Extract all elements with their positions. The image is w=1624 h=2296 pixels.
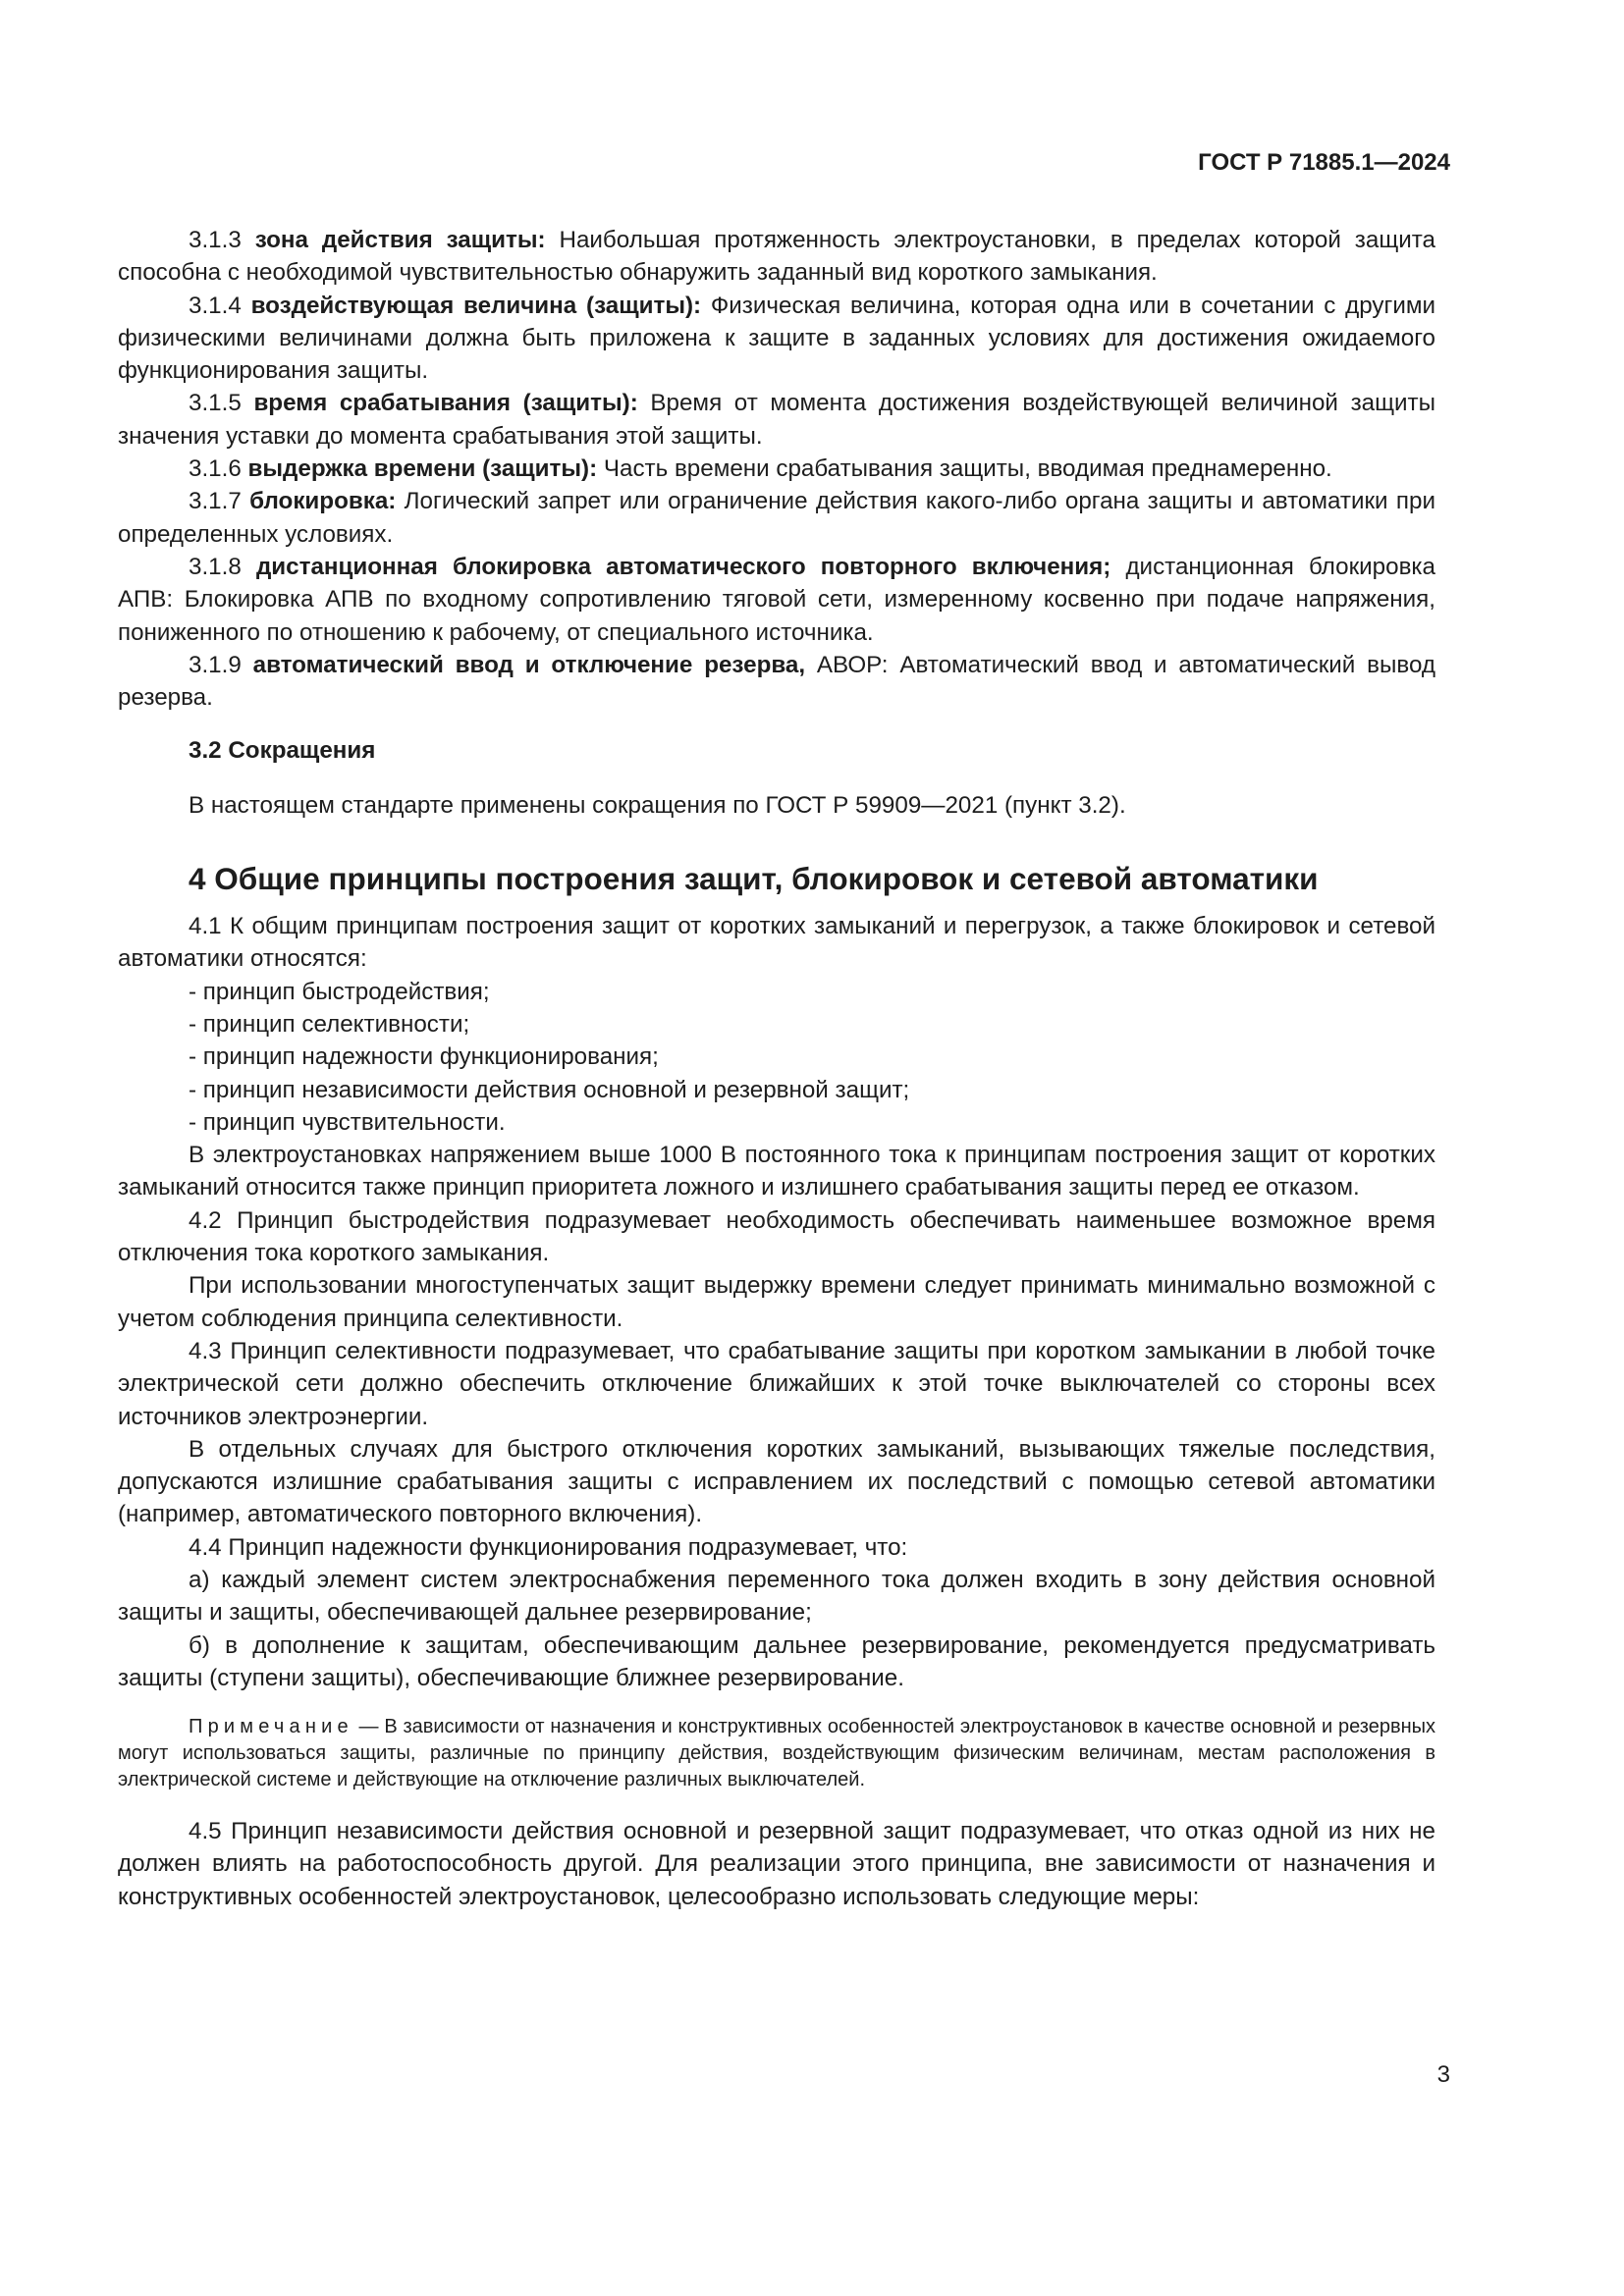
- list-item: - принцип независимости действия основной и резервной защит;: [189, 1076, 910, 1103]
- section-4-heading: 4 Общие принципы построения защит, блокировок и сетевой автоматики: [189, 861, 1319, 897]
- term-3-1-4: 3.1.4 воздействующая величина (защиты): Физическая величина, которая одна или в сочетании с другими физическими величинами должна быть приложена к защите в заданных условиях для достижения ожидаемого функционирования защиты.: [118, 292, 1435, 385]
- section-3-2-heading: 3.2 Сокращения: [189, 737, 376, 765]
- paragraph-4-4: 4.4 Принцип надежности функционирования подразумевает, что:: [189, 1533, 908, 1561]
- term-3-1-7: 3.1.7 блокировка: Логический запрет или ограничение действия какого-либо органа защиты и автоматики при определенных условиях.: [118, 488, 1435, 548]
- paragraph-4-1-dc: В электроустановках напряжением выше 1000 В постоянного тока к принципам построения защит от коротких замыканий относится также принцип приоритета ложного и излишнего срабатывания защиты перед ее отказом.: [118, 1142, 1435, 1201]
- list-item: - принцип селективности;: [189, 1010, 470, 1038]
- term-3-1-5: 3.1.5 время срабатывания (защиты): Время от момента достижения воздействующей величиной защиты значения уставки до момента срабатывания этой защиты.: [118, 390, 1435, 450]
- term-3-1-6: 3.1.6 выдержка времени (защиты): Часть времени срабатывания защиты, вводимая преднамеренно.: [189, 455, 1332, 483]
- section-3-2-text: В настоящем стандарте применены сокращения по ГОСТ Р 59909—2021 (пункт 3.2).: [189, 791, 1126, 819]
- note-text: — В зависимости от назначения и конструктивных особенностей электроустановок в качестве основной и резервных могут использоваться защиты, различные по принципу действия, воздействующим физическим величинам, местам расположения в электрической системе и действующие на отключение различных выключателей.: [118, 1716, 1435, 1791]
- list-item: - принцип чувствительности.: [189, 1108, 506, 1136]
- paragraph-4-4-b: б) в дополнение к защитам, обеспечивающим дальнее резервирование, рекомендуется предусматривать защиты (ступени защиты), обеспечивающие ближнее резервирование.: [118, 1631, 1435, 1691]
- term-3-1-9: 3.1.9 автоматический ввод и отключение резерва, АВОР: Автоматический ввод и автоматический вывод резерва.: [118, 651, 1435, 712]
- term-3-1-3: 3.1.3 зона действия защиты: Наибольшая протяженность электроустановки, в пределах которой защита способна с необходимой чувствительностью обнаружить заданный вид короткого замыкания.: [118, 227, 1435, 287]
- document-body: [118, 224, 1435, 1913]
- paragraph-4-3: 4.3 Принцип селективности подразумевает, что срабатывание защиты при коротком замыкании в любой точке электрической сети должно обеспечить отключение ближайших к этой точке выключателей со стороны всех источников электроэнергии.: [118, 1337, 1435, 1430]
- paragraph-4-1: 4.1 К общим принципам построения защит от коротких замыканий и перегрузок, а также блокировок и сетевой автоматики относятся:: [118, 913, 1435, 973]
- list-item: - принцип надежности функционирования;: [189, 1043, 659, 1071]
- paragraph-4-3-exceptions: В отдельных случаях для быстрого отключения коротких замыканий, вызывающих тяжелые последствия, допускаются излишние срабатывания защиты с исправлением их последствий с помощью сетевой автоматики (например, автоматического повторного включения).: [118, 1435, 1435, 1528]
- paragraph-4-5: 4.5 Принцип независимости действия основной и резервной защит подразумевает, что отказ одной из них не должен влиять на работоспособность другой. Для реализации этого принципа, вне зависимости от назначения и конструктивных особенностей электроустановок, целесообразно использовать следующие меры:: [118, 1818, 1435, 1910]
- paragraph-4-2: 4.2 Принцип быстродействия подразумевает необходимость обеспечивать наименьшее возможное время отключения тока короткого замыкания.: [118, 1206, 1435, 1267]
- document-id-header: ГОСТ Р 71885.1—2024: [1198, 149, 1450, 176]
- note-label: Примечание: [189, 1716, 353, 1738]
- term-3-1-8: 3.1.8 дистанционная блокировка автоматического повторного включения; дистанционная блокировка АПВ: Блокировка АПВ по входному сопротивлению тяговой сети, измеренному косвенно при подаче напряжения, пониженного по отношению к рабочему, от специального источника.: [118, 553, 1435, 646]
- paragraph-4-2-multistage: При использовании многоступенчатых защит выдержку времени следует принимать минимально возможной с учетом соблюдения принципа селективности.: [118, 1272, 1435, 1332]
- note: [118, 1714, 1435, 1793]
- list-item: - принцип быстродействия;: [189, 978, 490, 1005]
- page-number: 3: [1436, 2061, 1450, 2088]
- paragraph-4-4-a: а) каждый элемент систем электроснабжения переменного тока должен входить в зону действия основной защиты и защиты, обеспечивающей дальнее резервирование;: [118, 1566, 1435, 1627]
